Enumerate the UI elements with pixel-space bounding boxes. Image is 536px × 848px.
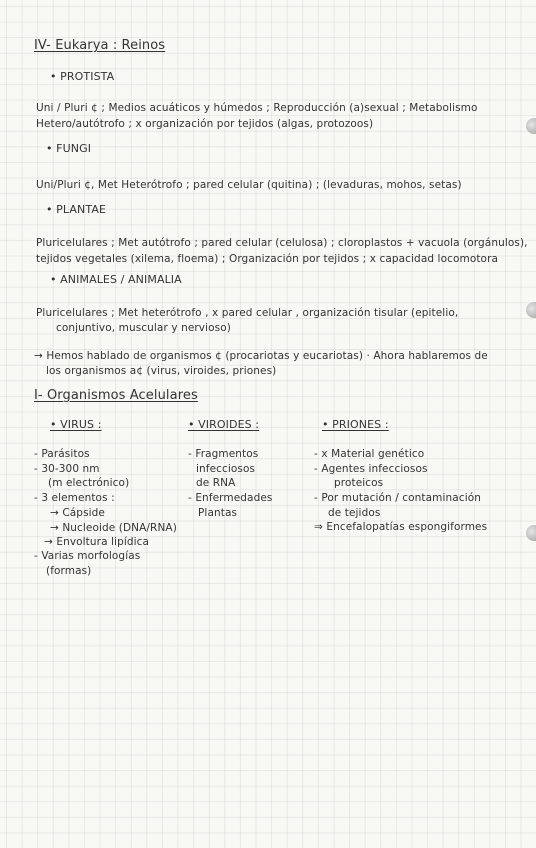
priones-item: - x Material genético (314, 448, 425, 460)
plantae-line-2: tejidos vegetales (xilema, floema) ; Organización por tejidos ; x capacidad locomotora (36, 253, 499, 265)
binder-hole (526, 525, 536, 541)
priones-item: - Agentes infecciosos (314, 463, 428, 475)
priones-item: de tejidos (328, 507, 381, 519)
binder-hole (526, 118, 536, 134)
heading-fungi: • FUNGI (46, 142, 92, 155)
virus-item: - Parásitos (34, 448, 90, 460)
priones-item: - Por mutación / contaminación (314, 492, 481, 504)
virus-item: - Varias morfologías (34, 550, 141, 562)
heading-virus: • VIRUS : (50, 418, 102, 431)
binder-hole (526, 302, 536, 318)
heading-animales: • ANIMALES / ANIMALIA (50, 273, 182, 286)
virus-item: (m electrónico) (48, 477, 130, 489)
fungi-line-1: Uni/Pluri ¢, Met Heterótrofo ; pared celular (quitina) ; (levaduras, mohos, setas) (36, 179, 462, 191)
heading-plantae: • PLANTAE (46, 203, 106, 216)
heading-protista: • PROTISTA (50, 70, 115, 83)
heading-viroides: • VIROIDES : (188, 418, 260, 431)
protista-line-2: Hetero/autótrofo ; x organización por tejidos (algas, protozoos) (36, 118, 374, 130)
note-line-2: los organismos a¢ (virus, viroides, priones) (46, 365, 277, 377)
section-title-eukarya: IV- Eukarya : Reinos (34, 38, 166, 53)
animales-line-2: conjuntivo, muscular y nervioso) (56, 322, 231, 334)
viroides-item: de RNA (196, 477, 236, 489)
virus-item: - 30-300 nm (34, 463, 100, 475)
protista-line-1: Uni / Pluri ¢ ; Medios acuáticos y húmedos ; Reproducción (a)sexual ; Metabolismo (36, 102, 478, 114)
animales-line-1: Pluricelulares ; Met heterótrofo , x pared celular , organización tisular (epitelio, (36, 307, 459, 319)
note-line-1: → Hemos hablado de organismos ¢ (procariotas y eucariotas) · Ahora hablaremos de (34, 350, 488, 362)
virus-item: - 3 elementos : (34, 492, 115, 504)
viroides-item: infecciosos (196, 463, 256, 475)
viroides-item: Plantas (198, 507, 238, 519)
section-title-acelulares: I- Organismos Acelulares (34, 388, 198, 403)
priones-item: proteicos (334, 477, 384, 489)
priones-item: ⇒ Encefalopatías espongiformes (314, 521, 488, 533)
virus-item: (formas) (46, 565, 92, 577)
virus-item: → Nucleoide (DNA/RNA) (50, 522, 177, 534)
viroides-item: - Fragmentos (188, 448, 259, 460)
viroides-item: - Enfermedades (188, 492, 273, 504)
virus-item: → Envoltura lipídica (44, 536, 150, 548)
virus-item: → Cápside (50, 507, 105, 519)
heading-priones: • PRIONES : (322, 418, 389, 431)
plantae-line-1: Pluricelulares ; Met autótrofo ; pared celular (celulosa) ; cloroplastos + vacuola (orgánulos), (36, 237, 528, 249)
